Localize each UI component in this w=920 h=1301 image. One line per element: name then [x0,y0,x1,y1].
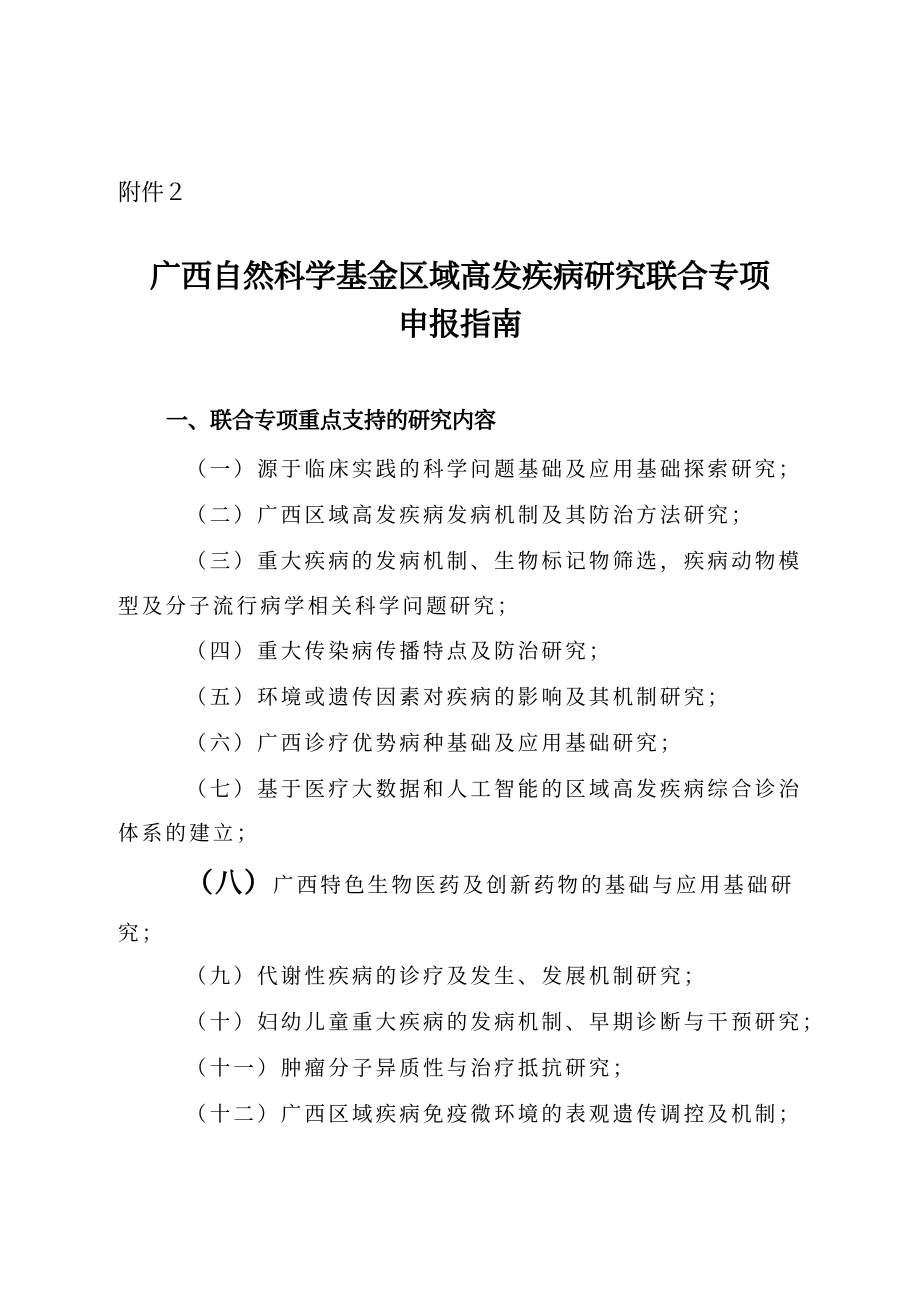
section-heading: 一、联合专项重点支持的研究内容 [166,409,497,434]
document-title-line-1: 广西自然科学基金区域高发疾病研究联合专项 [150,259,770,295]
list-item-8-continuation: 究； [118,921,166,945]
attachment-label: 附件２ [118,180,187,206]
list-item-4: （四）重大传染病传播特点及防治研究； [186,639,613,663]
list-item-6: （六）广西诊疗优势病种基础及应用基础研究； [186,731,684,755]
list-item-1: （一）源于临床实践的科学问题基础及应用基础探索研究； [186,457,803,481]
list-item-9: （九）代谢性疾病的诊疗及发生、发展机制研究； [186,964,708,988]
list-item-12: （十二）广西区域疾病免疫微环境的表观遗传调控及机制； [186,1102,803,1126]
list-item-8-text: 广西特色生物医药及创新药物的基础与应用基础研 [273,873,795,897]
list-item-8-number: （八） [186,868,273,899]
list-item-7-continuation: 体系的建立； [118,821,261,845]
list-item-2: （二）广西区域高发疾病发病机制及其防治方法研究； [186,503,755,527]
list-item-11: （十一）肿瘤分子异质性与治疗抵抗研究； [186,1056,637,1080]
list-item-7: （七）基于医疗大数据和人工智能的区域高发疾病综合诊治 [186,777,803,801]
list-item-3-continuation: 型及分子流行病学相关科学问题研究； [118,594,521,618]
list-item-5: （五）环境或遗传因素对疾病的影响及其机制研究； [186,685,732,709]
list-item-10: （十）妇幼儿童重大疾病的发病机制、早期诊断与干预研究； [186,1010,826,1034]
document-title-line-2: 申报指南 [398,307,522,343]
list-item-3: （三）重大疾病的发病机制、生物标记物筛选，疾病动物模 [186,549,803,573]
list-item-8 [186,866,794,905]
